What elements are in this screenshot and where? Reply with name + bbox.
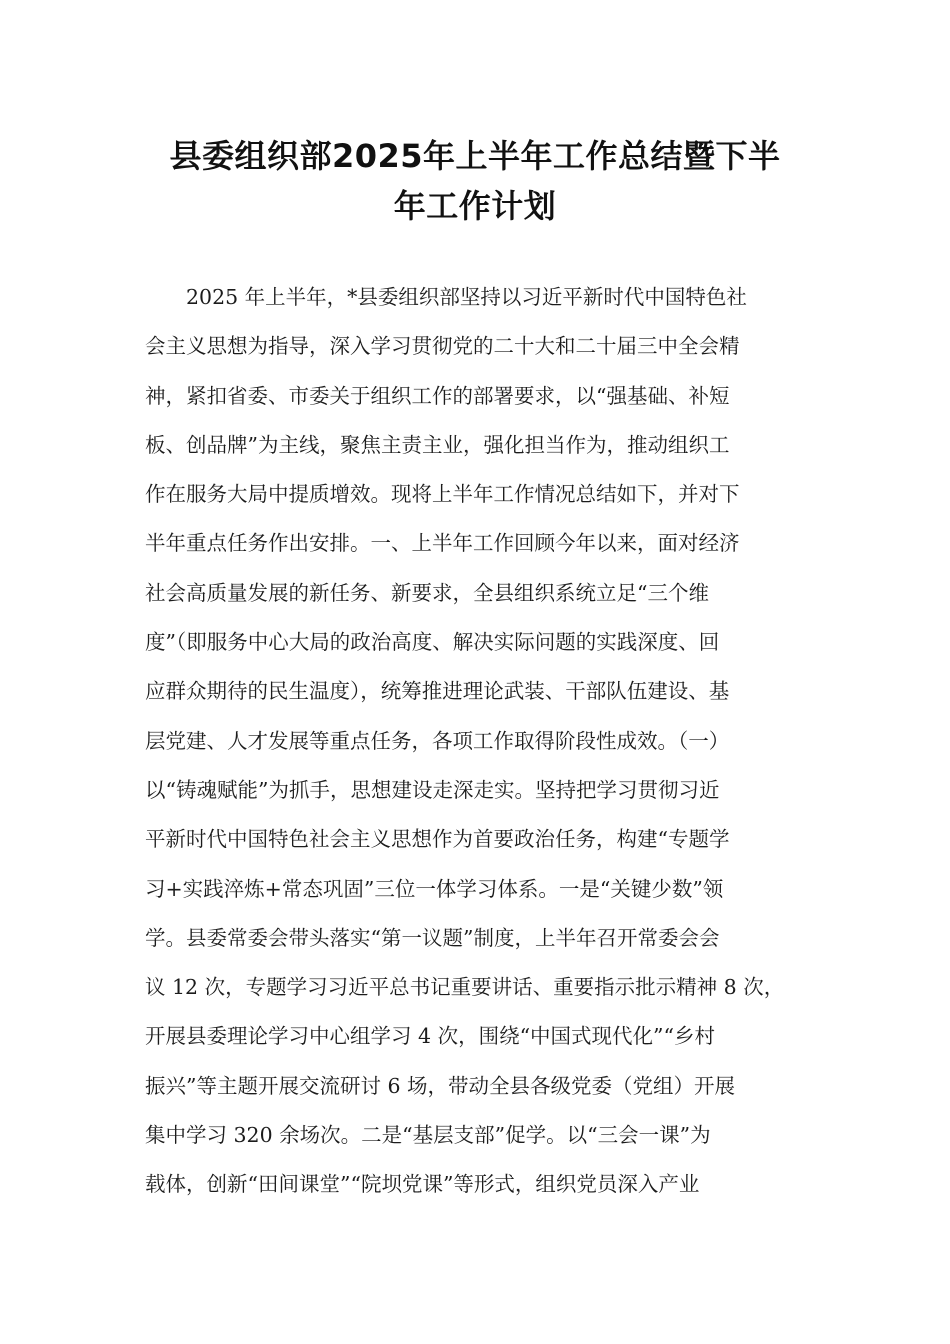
body-line: 2025 年上半年，*县委组织部坚持以习近平新时代中国特色社 bbox=[186, 285, 747, 309]
body-line: 学。县委常委会带头落实“第一议题”制度，上半年召开常委会会 bbox=[145, 925, 720, 950]
body-line: 神，紧扣省委、市委关于组织工作的部署要求，以“强基础、补短 bbox=[145, 383, 730, 408]
body-line: 会主义思想为指导，深入学习贯彻党的二十大和二十届三中全会精 bbox=[145, 334, 740, 359]
body-line: 半年重点任务作出安排。一、上半年工作回顾今年以来，面对经济 bbox=[145, 531, 740, 556]
body-line: 应群众期待的民生温度），统筹推进理论武装、干部队伍建设、基 bbox=[145, 679, 730, 704]
body-line: 议 12 次，专题学习习近平总书记重要讲话、重要指示批示精神 8 次， bbox=[145, 975, 785, 1000]
title-line-2: 年工作计划 bbox=[393, 187, 557, 225]
body-line: 习+实践淬炼+常态巩固”三位一体学习体系。一是“关键少数”领 bbox=[145, 876, 724, 901]
document-title bbox=[145, 131, 805, 231]
body-line: 振兴”等主题开展交流研讨 6 场，带动全县各级党委（党组）开展 bbox=[145, 1073, 736, 1098]
body-line: 作在服务大局中提质增效。现将上半年工作情况总结如下，并对下 bbox=[145, 482, 740, 507]
body-line: 层党建、人才发展等重点任务，各项工作取得阶段性成效。（一） bbox=[145, 728, 730, 753]
body-line: 度”（即服务中心大局的政治高度、解决实际问题的实践深度、回 bbox=[145, 630, 720, 655]
body-line: 社会高质量发展的新任务、新要求，全县组织系统立足“三个维 bbox=[145, 580, 709, 605]
body-line: 板、创品牌”为主线，聚焦主责主业，强化担当作为，推动组织工 bbox=[145, 432, 730, 457]
body-line: 平新时代中国特色社会主义思想作为首要政治任务，构建“专题学 bbox=[145, 827, 730, 852]
body-line: 以“铸魂赋能”为抓手，思想建设走深走实。坚持把学习贯彻习近 bbox=[145, 777, 720, 802]
body-line: 开展县委理论学习中心组学习 4 次，围绕“中国式现代化”“乡村 bbox=[145, 1024, 716, 1049]
body-line: 集中学习 320 余场次。二是“基层支部”促学。以“三会一课”为 bbox=[145, 1123, 711, 1148]
title-line-1: 县委组织部2025年上半年工作总结暨下半 bbox=[169, 137, 781, 175]
body-line: 载体，创新“田间课堂”“院坝党课”等形式，组织党员深入产业 bbox=[145, 1172, 700, 1197]
document-body bbox=[145, 282, 815, 1219]
